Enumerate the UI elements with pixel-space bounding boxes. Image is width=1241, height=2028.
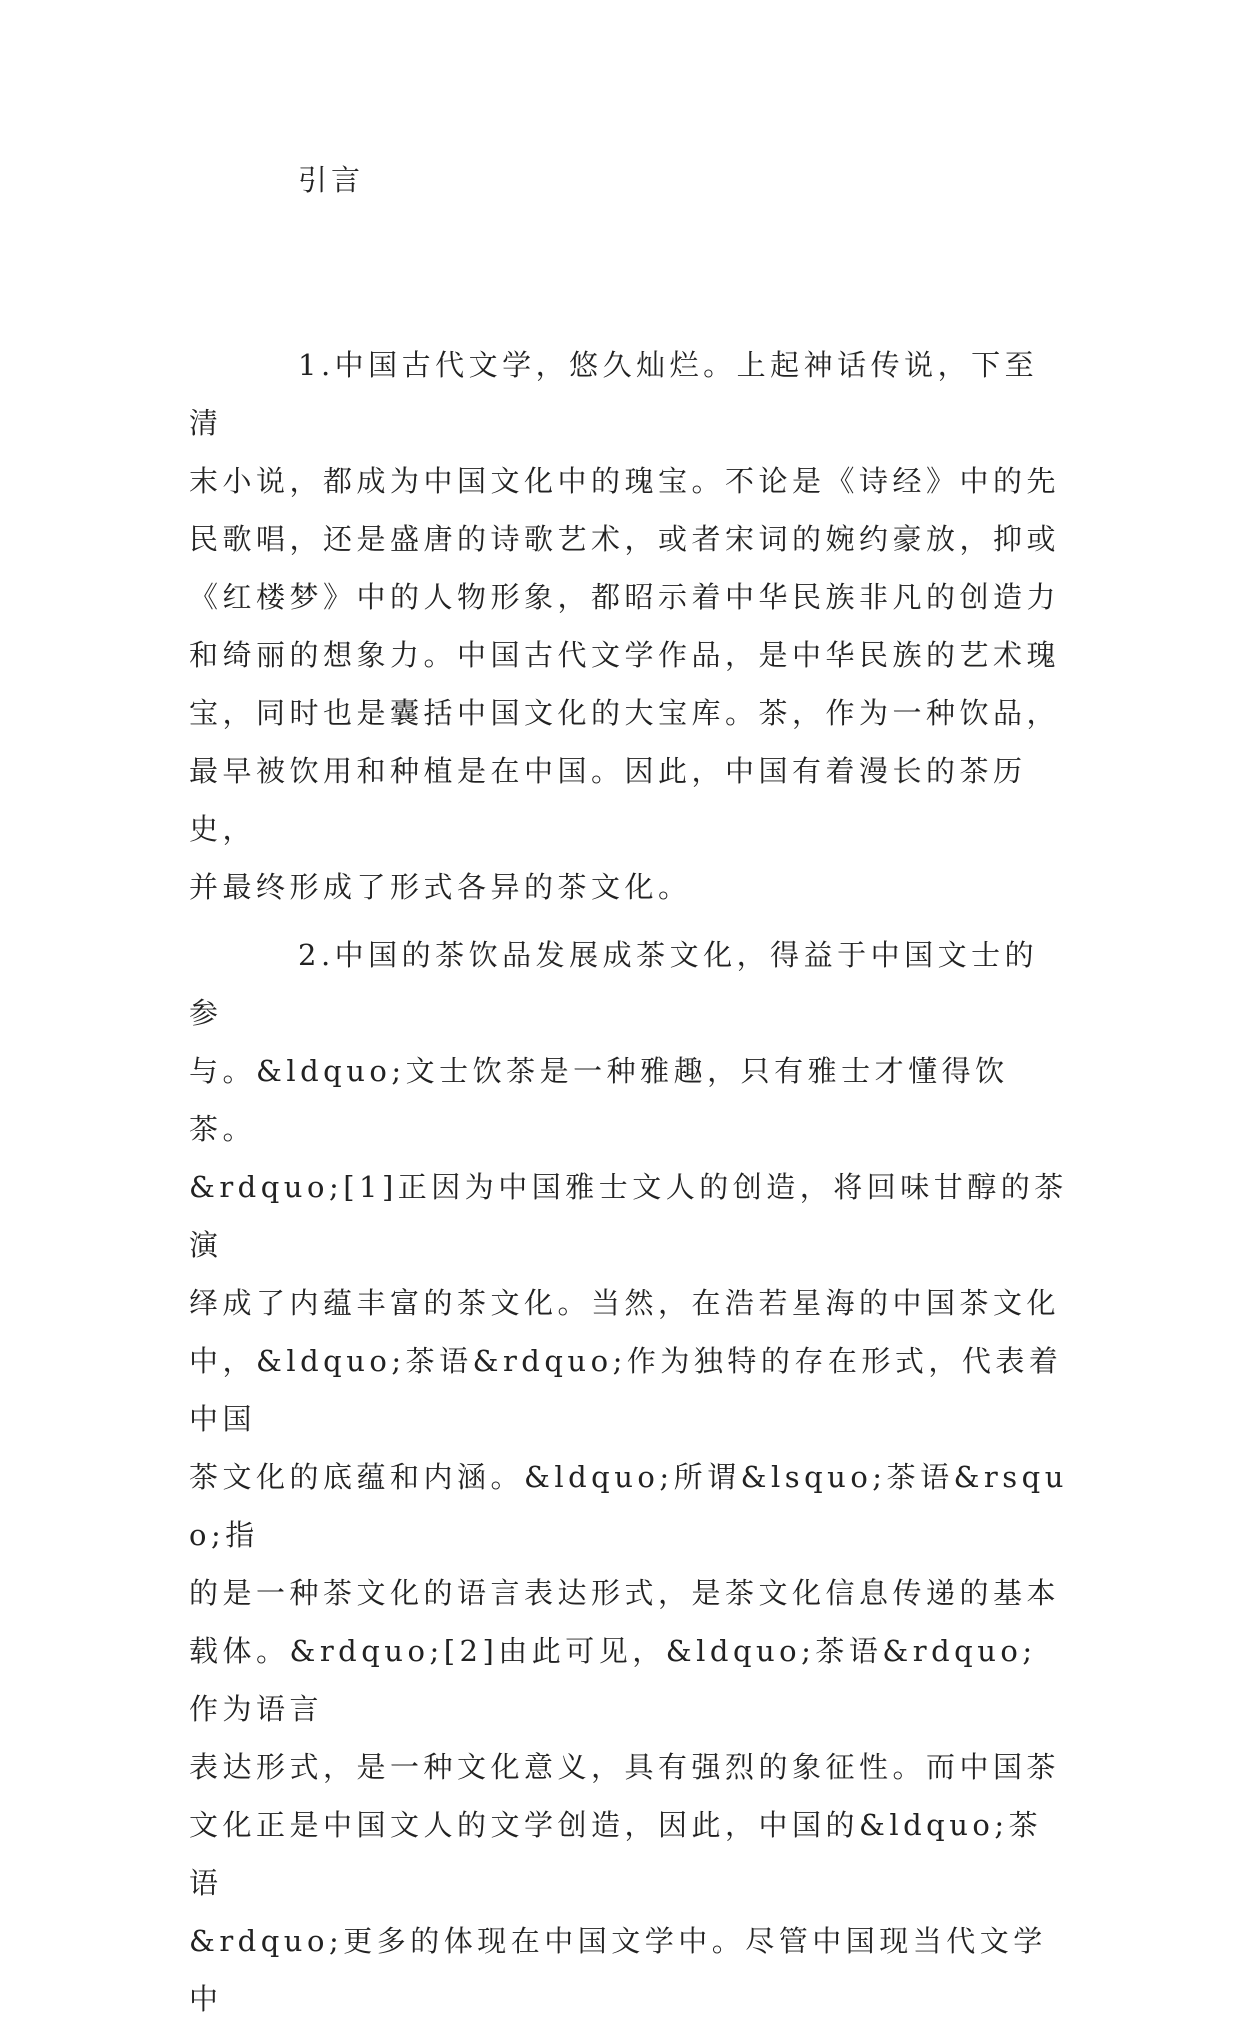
section-heading: 引言 xyxy=(298,163,365,197)
paragraph-2: 2.中国的茶饮品发展成茶文化，得益于中国文士的参 与。&ldquo;文士饮茶是一种雅趣，只有雅士才懂得饮茶。 &rdquo;[1]正因为中国雅士文人的创造，将回味甘醇的茶演 绎成了内蕴丰富的茶文化。当然，在浩若星海的中国茶文化 中，&ldquo;茶语&rdquo;作为独特的存在形式，代表着中国 茶文化的底蕴和内涵。&ldquo;所谓&lsquo;茶语&rsquo;指 的是一种茶文化的语言表达形式，是茶文化信息传递的基本 载体。&rdquo;[2]由此可见，&ldquo;茶语&rdquo;作为语言 表达形式，是一种文化意义，具有强烈的象征性。而中国茶 文化正是中国文人的文学创造，因此，中国的&ldquo;茶语 &rdquo;更多的体现在中国文学中。尽管中国现当代文学中 xyxy=(189,938,1068,2016)
paragraph-1: 1.中国古代文学，悠久灿烂。上起神话传说，下至清 末小说，都成为中国文化中的瑰宝。不论是《诗经》中的先 民歌唱，还是盛唐的诗歌艺术，或者宋词的婉约豪放，抑或 《红楼梦》中的人物形象，都昭示着中华民族非凡的创造力 和绮丽的想象力。中国古代文学作品，是中华民族的艺术瑰 宝，同时也是囊括中国文化的大宝库。茶，作为一种饮品， 最早被饮用和种植是在中国。因此，中国有着漫长的茶历史， 并最终形成了形式各异的茶文化。 xyxy=(189,348,1061,904)
